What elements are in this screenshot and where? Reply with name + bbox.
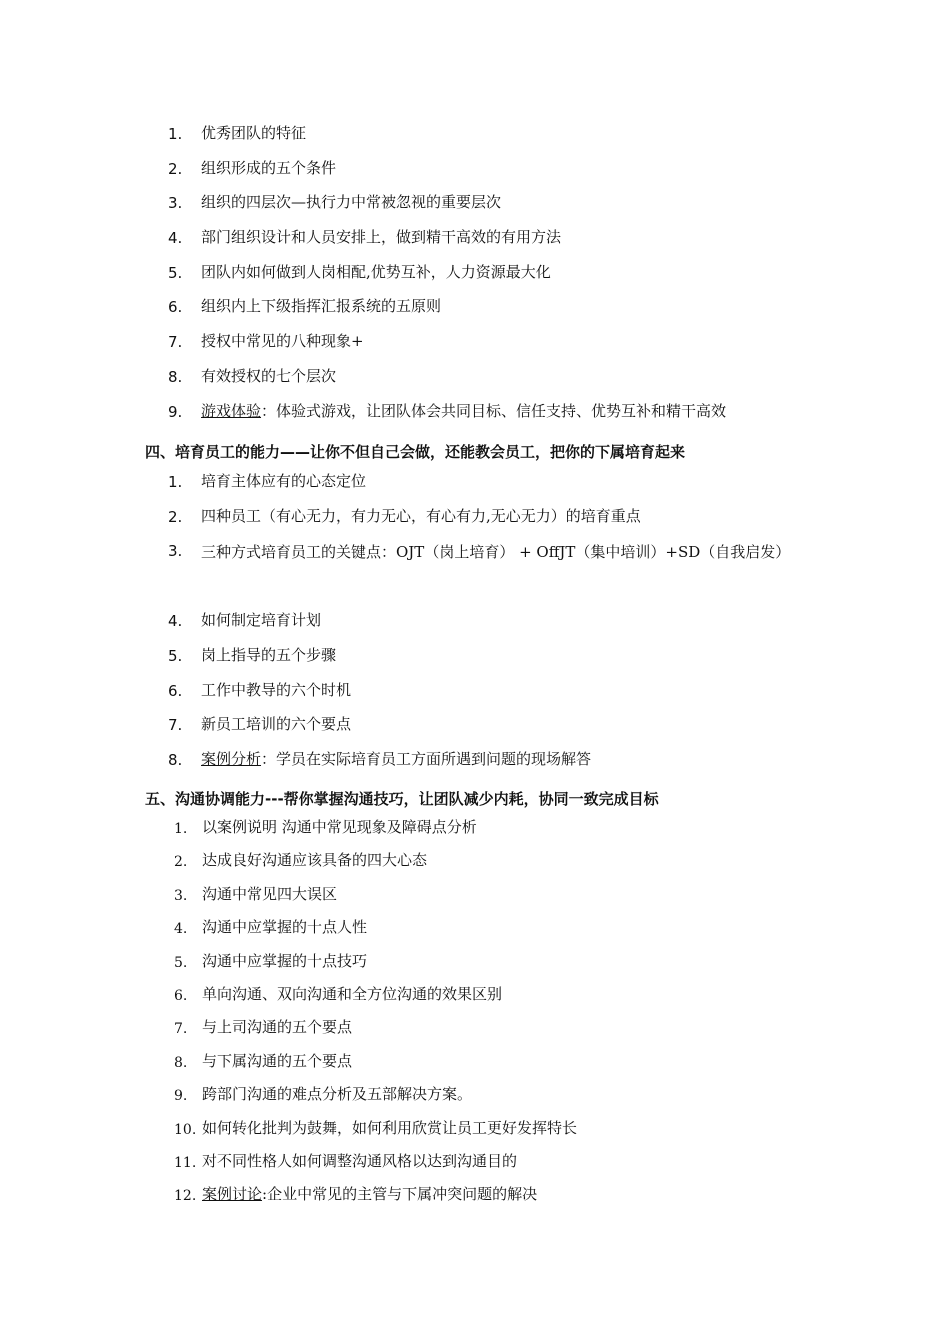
case-discussion-label: 案例讨论 — [202, 1185, 263, 1204]
item-number: 9. — [174, 1088, 188, 1105]
list-item — [0, 1013, 950, 1046]
list-item — [0, 1047, 950, 1080]
item-number: 8. — [168, 751, 183, 770]
item-number: 1. — [168, 473, 183, 491]
list-item — [0, 535, 950, 605]
list-item — [0, 813, 950, 846]
item-text: 与上司沟通的五个要点 — [202, 1018, 353, 1037]
item-text: 授权中常见的八种现象+ — [201, 332, 364, 351]
list-item — [0, 396, 950, 431]
case-analysis-label: 案例分析 — [201, 750, 262, 769]
item-text: 岗上指导的五个步骤 — [201, 646, 337, 665]
item-number: 11. — [174, 1154, 197, 1171]
list-item — [0, 1147, 950, 1180]
item-number: 1. — [168, 125, 183, 143]
item-text: 沟通中常见四大误区 — [202, 884, 338, 903]
list-item — [0, 744, 950, 779]
item-number: 8. — [168, 367, 183, 386]
item-text-wrapper — [201, 752, 591, 767]
item-text: 部门组织设计和人员安排上，做到精干高效的有用方法 — [201, 228, 562, 247]
training-topics-list — [0, 466, 950, 779]
item-text: :企业中常见的主管与下属冲突问题的解决 — [262, 1185, 538, 1204]
item-number: 7. — [168, 716, 183, 735]
item-text: 沟通中应掌握的十点人性 — [202, 918, 368, 937]
list-item — [0, 361, 950, 396]
item-number: 2. — [168, 159, 183, 178]
item-number: 4. — [174, 921, 188, 938]
section-heading-4: 四、培育员工的能力——让你不但自己会做，还能教会员工，把你的下属培育起来 — [145, 443, 686, 461]
list-item — [0, 913, 950, 946]
list-item — [0, 187, 950, 222]
list-item — [0, 1080, 950, 1113]
item-text: 如何制定培育计划 — [201, 611, 322, 630]
item-number: 10. — [174, 1121, 197, 1138]
item-number: 3. — [168, 542, 183, 561]
item-text: 单向沟通、双向沟通和全方位沟通的效果区别 — [202, 984, 503, 1003]
item-text: 组织内上下级指挥汇报系统的五原则 — [201, 297, 442, 316]
item-text: 团队内如何做到人岗相配,优势互补，人力资源最大化 — [201, 262, 551, 281]
list-item — [0, 1180, 950, 1213]
section-heading-5: 五、沟通协调能力---帮你掌握沟通技巧，让团队减少内耗，协同一致完成目标 — [145, 790, 659, 808]
item-text: 组织形成的五个条件 — [201, 158, 337, 177]
item-text: 达成良好沟通应该具备的四大心态 — [202, 851, 428, 870]
list-item — [0, 605, 950, 640]
list-item — [0, 880, 950, 913]
item-number: 4. — [168, 612, 183, 631]
item-number: 1. — [174, 821, 188, 837]
list-item — [0, 257, 950, 292]
item-number: 5. — [174, 954, 188, 971]
item-number: 6. — [174, 987, 188, 1004]
list-item — [0, 846, 950, 879]
list-item — [0, 501, 950, 536]
list-item — [0, 980, 950, 1013]
item-number: 5. — [168, 263, 183, 282]
game-experience-label: 游戏体验 — [201, 401, 262, 420]
item-number: 6. — [168, 681, 183, 700]
item-text: 三种方式培育员工的关键点：OJT（岗上培育） + OffJT（集中培训）+SD（自我启发） — [201, 543, 791, 562]
item-text: 跨部门沟通的难点分析及五部解决方案。 — [202, 1085, 473, 1104]
item-number: 2. — [168, 507, 183, 526]
item-text: ：学员在实际培育员工方面所遇到问题的现场解答 — [261, 750, 592, 769]
item-text-wrapper — [202, 1187, 537, 1202]
item-number: 9. — [168, 402, 183, 421]
item-text: 与下属沟通的五个要点 — [202, 1051, 353, 1070]
item-number: 7. — [174, 1021, 188, 1038]
list-item — [0, 640, 950, 675]
list-item — [0, 675, 950, 710]
item-text: 以案例说明 沟通中常见现象及障碍点分析 — [202, 818, 477, 836]
item-text: 对不同性格人如何调整沟通风格以达到沟通目的 — [202, 1151, 518, 1170]
list-item — [0, 1114, 950, 1147]
list-item — [0, 118, 950, 153]
item-text-wrapper — [201, 401, 727, 420]
list-item — [0, 291, 950, 326]
item-number: 3. — [174, 887, 188, 904]
communication-topics-list — [0, 813, 950, 1214]
list-item — [0, 709, 950, 744]
item-number: 2. — [174, 854, 188, 871]
item-text: 如何转化批判为鼓舞，如何利用欣赏让员工更好发挥特长 — [202, 1118, 578, 1137]
item-number: 7. — [168, 333, 183, 352]
item-number: 8. — [174, 1054, 188, 1071]
item-text: ：体验式游戏，让团队体会共同目标、信任支持、优势互补和精干高效 — [261, 401, 727, 420]
item-number: 4. — [168, 229, 183, 248]
list-item — [0, 153, 950, 188]
list-item — [0, 947, 950, 980]
item-number: 3. — [168, 194, 183, 213]
item-text: 沟通中应掌握的十点技巧 — [202, 951, 368, 970]
item-text: 组织的四层次—执行力中常被忽视的重要层次 — [201, 193, 502, 212]
item-number: 5. — [168, 647, 183, 666]
item-text: 优秀团队的特征 — [201, 124, 307, 142]
item-text: 工作中教导的六个时机 — [201, 680, 352, 699]
item-number: 6. — [168, 298, 183, 317]
list-item — [0, 466, 950, 501]
list-item — [0, 222, 950, 257]
item-text: 有效授权的七个层次 — [201, 366, 337, 385]
item-text: 培育主体应有的心态定位 — [201, 472, 367, 490]
list-item — [0, 326, 950, 361]
item-text: 新员工培训的六个要点 — [201, 715, 352, 734]
item-text: 四种员工（有心无力，有力无心，有心有力,无心无力）的培育重点 — [201, 506, 641, 525]
item-number: 12. — [174, 1188, 197, 1205]
team-topics-list — [0, 118, 950, 430]
